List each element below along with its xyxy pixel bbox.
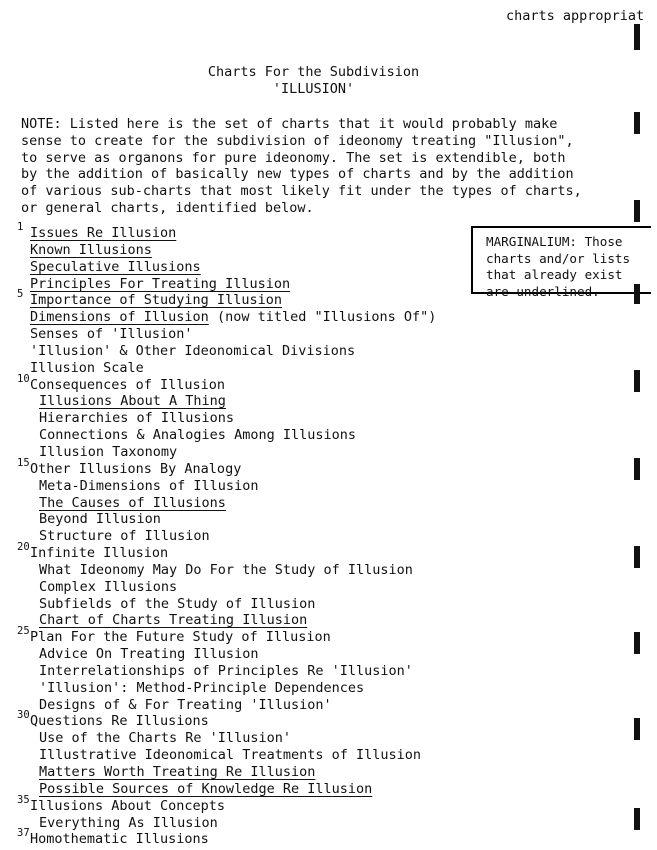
margin-bar: [634, 546, 640, 568]
item-number: 25: [17, 625, 30, 638]
note-line: sense to create for the subdivision of ideonomy treating "Illusion",: [21, 132, 574, 149]
item-text: Senses of 'Illusion': [30, 326, 193, 343]
marginalium-box: [471, 226, 651, 299]
item-text: Illusion Taxonomy: [39, 443, 178, 460]
item-text: Meta-Dimensions of Illusion: [39, 477, 259, 494]
item-text: Matters Worth Treating Re Illusion: [39, 764, 316, 780]
item-number: 37: [17, 827, 30, 840]
item-text: Interrelationships of Principles Re 'Illusion': [39, 662, 413, 679]
item-number: 35: [17, 793, 30, 806]
note-line: by the addition of basically new types of charts and by the addition: [21, 166, 574, 183]
title-line-1: Charts For the Subdivision: [207, 64, 420, 80]
margin-bar: [634, 200, 640, 222]
note-line: or general charts, identified below.: [21, 199, 314, 216]
item-text: Dimensions of Illusion: [30, 309, 209, 326]
item-text: Questions Re Illusions: [30, 713, 209, 730]
note-paragraph: [21, 116, 606, 217]
margin-bar: [634, 370, 640, 392]
margin-bar: [634, 718, 640, 740]
item-text: Principles For Treating Illusion: [30, 275, 291, 292]
margin-bar: [634, 284, 640, 304]
item-text: Issues Re Illusion: [30, 225, 177, 241]
title-line-2: 'ILLUSION': [272, 81, 355, 97]
item-text: Speculative Illusions: [30, 258, 201, 275]
document-title: [0, 64, 627, 98]
item-text: Illusion Scale: [30, 359, 144, 376]
margin-bar: [634, 808, 640, 830]
margin-bar: [634, 112, 640, 134]
margin-bar: [634, 632, 640, 654]
item-text: 'Illusion' & Other Ideonomical Divisions: [30, 342, 356, 359]
item-text: The Causes of Illusions: [39, 494, 226, 511]
marginalium-line: that already exist: [486, 267, 623, 282]
marginalium-line: are underlined.: [486, 283, 600, 299]
margin-bar: [634, 458, 640, 480]
item-text: Connections & Analogies Among Illusions: [39, 427, 356, 444]
item-text: Use of the Charts Re 'Illusion': [39, 730, 291, 747]
item-text: Importance of Studying Illusion: [30, 292, 282, 309]
item-number: 5: [17, 288, 24, 301]
item-text: Complex Illusions: [39, 578, 178, 595]
item-text: What Ideonomy May Do For the Study of Illusion: [39, 561, 413, 578]
running-header: charts appropriat: [506, 8, 645, 24]
marginalium-line: MARGINALIUM: Those: [486, 234, 623, 249]
item-text: Infinite Illusion: [30, 545, 169, 562]
item-text: Known Illusions: [30, 241, 152, 258]
item-text: Illustrative Ideonomical Treatments of Illusion: [39, 747, 422, 764]
margin-bar: [634, 24, 640, 50]
item-text: Illusions About A Thing: [39, 393, 226, 410]
item-number: 10: [17, 372, 30, 385]
note-line: of various sub-charts that most likely fit under the types of charts,: [21, 183, 582, 200]
item-text: Hierarchies of Illusions: [39, 410, 235, 427]
item-text: Illusions About Concepts: [30, 797, 226, 814]
item-text: Structure of Illusion: [39, 528, 210, 545]
item-number: 1: [17, 221, 24, 233]
item-suffix: (now titled "Illusions Of"): [208, 309, 437, 326]
item-number: 15: [17, 456, 30, 469]
item-text: Beyond Illusion: [39, 511, 161, 528]
item-number: 30: [17, 709, 30, 722]
item-text: Plan For the Future Study of Illusion: [30, 629, 331, 646]
item-number: 20: [17, 541, 30, 554]
item-text: Subfields of the Study of Illusion: [39, 595, 316, 612]
item-text: Other Illusions By Analogy: [30, 460, 242, 477]
item-text: Chart of Charts Treating Illusion: [39, 612, 308, 629]
item-text: Everything As Illusion: [39, 814, 218, 831]
item-text: Possible Sources of Knowledge Re Illusion: [39, 780, 373, 797]
item-text: Advice On Treating Illusion: [39, 646, 259, 663]
item-text: 'Illusion': Method-Principle Dependences: [39, 679, 365, 696]
item-text: Designs of & For Treating 'Illusion': [39, 696, 332, 713]
note-line: to serve as organons for pure ideonomy. The set is extendible, both: [21, 149, 566, 166]
marginalium-line: charts and/or lists: [486, 250, 631, 266]
item-text: Consequences of Illusion: [30, 376, 226, 393]
note-line: NOTE: Listed here is the set of charts that it would probably make: [21, 116, 558, 132]
item-text: Homothematic Illusions: [30, 831, 209, 848]
